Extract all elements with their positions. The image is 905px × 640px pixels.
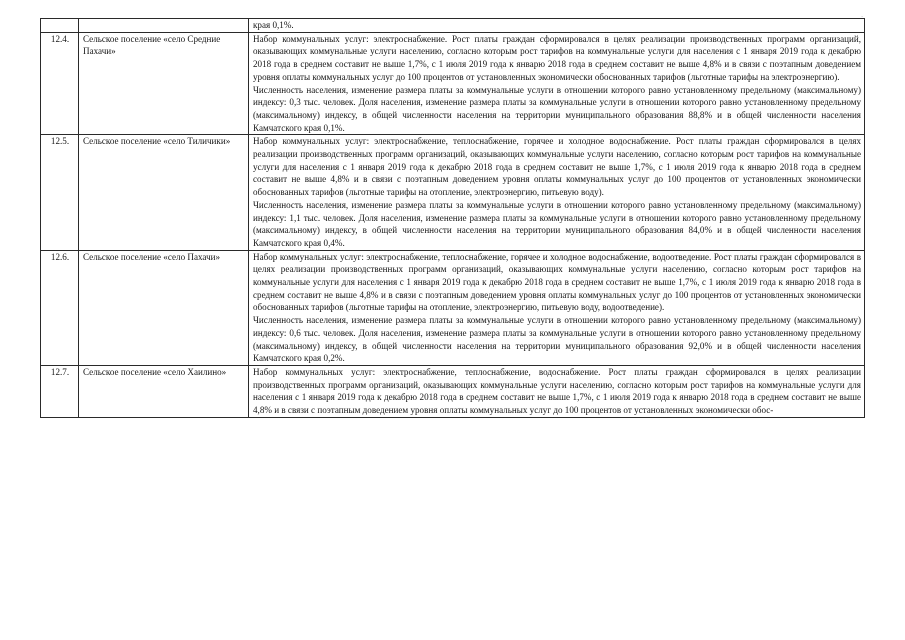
settlement-name: Сельское поселение «село Хаилино» <box>79 365 249 417</box>
row-paragraph: Набор коммунальных услуг: электроснабжение, теплоснабжение, водоснабжение. Рост платы граждан сформировался в целях реализации производственных программ организаций, оказывающих коммунальные услуги населению, согласно которым рост тарифов на коммунальные услуги для населения с 1 января 2019 года к декабрю 2018 года в среднем составит не выше 1,7%, с 1 июля 2019 года к январю 2018 года в среднем составит не выше 4,8% и в связи с поэтапным доведением уровня оплаты коммунальных услуг до 100 процентов от установленных экономически обос- <box>253 366 861 416</box>
row-text <box>249 365 865 417</box>
table-row-12-7 <box>41 365 865 417</box>
row-text <box>249 19 865 33</box>
settlement-name: Сельское поселение «село Пахачи» <box>79 250 249 365</box>
row-paragraph: Численность населения, изменение размера платы за коммунальные услуги в отношении которого равно установленному предельному (максимальному) индексу: 1,1 тыс. человек. Доля населения, изменение размера платы за коммунальные услуги в отношении которого равно установленному предельному (максимальному) индексу, в общей численности населения на территории муниципального образования 84,0% и в общей численности населения Камчатского края 0,4%. <box>253 199 861 248</box>
row-number: 12.5. <box>41 135 79 250</box>
scan-speck: · <box>861 14 863 21</box>
settlement-name <box>79 19 249 33</box>
row-number: 12.4. <box>41 32 79 135</box>
row-paragraph: Численность населения, изменение размера платы за коммунальные услуги в отношении которого равно установленному предельному (максимальному) индексу: 0,3 тыс. человек. Доля населения, изменение размера платы за коммунальные услуги в отношении которого равно установленному предельному (максимальному) индексу, в общей численности населения на территории муниципального образования 88,8% и в общей численности населения Камчатского края 0,1%. <box>253 84 861 133</box>
row-paragraph: края 0,1%. <box>253 20 294 30</box>
row-text <box>249 32 865 135</box>
row-number: 12.6. <box>41 250 79 365</box>
settlements-table <box>40 18 865 418</box>
row-number: 12.7. <box>41 365 79 417</box>
table-row-12-5 <box>41 135 865 250</box>
row-number <box>41 19 79 33</box>
row-paragraph: Численность населения, изменение размера платы за коммунальные услуги в отношении которого равно установленному предельному (максимальному) индексу: 0,6 тыс. человек. Доля населения, изменение размера платы за коммунальные услуги в отношении которого равно установленному предельному (максимальному) индексу, в общей численности населения на территории муниципального образования 92,0% и в общей численности населения Камчатского края 0,2%. <box>253 315 861 364</box>
row-paragraph: Набор коммунальных услуг: электроснабжение, теплоснабжение, горячее и холодное водоснабжение, водоотведение. Рост платы граждан сформировался в целях реализации производственных программ организаций, оказывающих коммунальные услуги населению, согласно которым рост тарифов на коммунальные услуги для населения с 1 января 2019 года к декабрю 2018 года в среднем составит не выше 1,7%, с 1 июля 2019 года к январю 2018 года в среднем составит не выше 4,8% и в связи с поэтапным доведением уровня оплаты коммунальных услуг до 100 процентов от установленных экономически обоснованных тарифов (льготные тарифы на отопление, электроэнергию, питьевую воду, водоотведение). <box>253 251 861 313</box>
table-row-12-4 <box>41 32 865 135</box>
settlement-name: Сельское поселение «село Тиличики» <box>79 135 249 250</box>
row-text <box>249 135 865 250</box>
table-row-12-6 <box>41 250 865 365</box>
row-paragraph: Набор коммунальных услуг: электроснабжение. Рост платы граждан сформировался в целях реализации производственных программ организаций, оказывающих коммунальные услуги населению, согласно которым рост тарифов на коммунальные услуги для населения с 1 января 2019 года к декабрю 2018 года в среднем составит не выше 1,7%, с 1 июля 2019 года к январю 2018 года в среднем составит не выше 4,8% и в связи с поэтапным доведением уровня оплаты коммунальных услуг до 100 процентов от установленных экономически обоснованных тарифов (льготные тарифы на электроэнергию). <box>253 33 861 82</box>
settlement-name: Сельское поселение «село Средние Пахачи» <box>79 32 249 135</box>
table-row-continuation <box>41 19 865 33</box>
row-paragraph: Набор коммунальных услуг: электроснабжение, теплоснабжение, горячее и холодное водоснабжение. Рост платы граждан сформировался в целях реализации производственных программ организаций, оказывающих коммунальные услуги населению, согласно которым рост тарифов на коммунальные услуги для населения с 1 января 2019 года к декабрю 2018 года в среднем составит не выше 1,7%, с 1 июля 2019 года к январю 2018 года в среднем составит не выше 4,8% и в связи с поэтапным доведением уровня оплаты коммунальных услуг до 100 процентов от установленных экономически обоснованных тарифов (льготные тарифы на отопление, электроэнергию, питьевую воду). <box>253 136 861 198</box>
row-text <box>249 250 865 365</box>
